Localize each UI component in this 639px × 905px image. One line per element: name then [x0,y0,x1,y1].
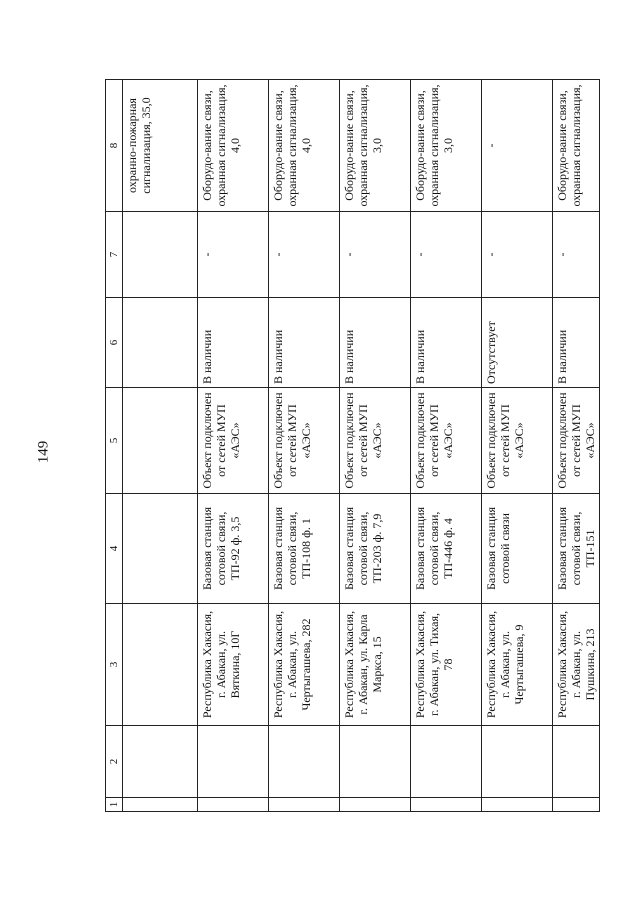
table-cell [269,726,340,798]
header-cell: 6 [106,298,123,388]
table-cell [123,604,198,726]
table-cell [553,726,600,798]
table-cell: Объект подключен от сетей МУП «АЭС» [411,388,482,494]
data-table [105,79,600,812]
table-cell: Базовая станция сотовой связи [482,494,553,604]
table-cell [123,212,198,298]
table-cell [269,798,340,812]
table-cell: В наличии [411,298,482,388]
table-cell: Объект подключен от сетей МУП «АЭС» [198,388,269,494]
table-cell: - [411,212,482,298]
header-cell: 5 [106,388,123,494]
header-cell: 7 [106,212,123,298]
table-cell [411,798,482,812]
table-cell [123,726,198,798]
table-cell: Базовая станция сотовой связи, ТП-151 [553,494,600,604]
table-cell: Республика Хакасия, г. Абакан, ул. Пушкина, 213 [553,604,600,726]
table-cell: - [553,212,600,298]
table-cell: Республика Хакасия, г. Абакан, ул. Чертыгашева, 282 [269,604,340,726]
table-cell: Объект подключен от сетей МУП «АЭС» [553,388,600,494]
table-cell: Республика Хакасия, г. Абакан, ул. Вяткина, 10Г [198,604,269,726]
table-cell: Объект подключен от сетей МУП «АЭС» [269,388,340,494]
table-row [340,80,411,812]
table-cell: В наличии [269,298,340,388]
table-cell [198,726,269,798]
table-cell: - [269,212,340,298]
table-cell: - [482,212,553,298]
header-cell: 3 [106,604,123,726]
table-cell [340,726,411,798]
table-cell [198,798,269,812]
table-row [482,80,553,812]
table-cell [123,494,198,604]
table-cell: В наличии [340,298,411,388]
table-container [105,80,597,812]
table-cell: Оборудо-вание связи, охранная сигнализация, 3,0 [411,80,482,212]
table-cell: - [482,80,553,212]
table-cell: Оборудо-вание связи, охранная сигнализация, 3,0 [340,80,411,212]
header-cell: 1 [106,798,123,812]
table-cell: Объект подключен от сетей МУП «АЭС» [340,388,411,494]
header-cell: 8 [106,80,123,212]
table-cell: - [340,212,411,298]
table-row [198,80,269,812]
header-cell: 4 [106,494,123,604]
page-number: 149 [35,440,52,464]
header-cell: 2 [106,726,123,798]
table-cell: Объект подключен от сетей МУП «АЭС» [482,388,553,494]
table-cell: Отсутствует [482,298,553,388]
table-cell [123,388,198,494]
table-cell: Оборудо-вание связи, охранная сигнализация, 4,0 [269,80,340,212]
table-cell: В наличии [553,298,600,388]
table-row [269,80,340,812]
table-cell: Базовая станция сотовой связи, ТП-203 ф. 7,9 [340,494,411,604]
table-row [553,80,600,812]
table-cell: Базовая станция сотовой связи, ТП-108 ф. 1 [269,494,340,604]
table-cell [340,798,411,812]
table-cell: Республика Хакасия, г. Абакан, ул. Чертыгашева, 9 [482,604,553,726]
table-cell [553,798,600,812]
table-cell: Республика Хакасия, г. Абакан, ул. Тихая, 78 [411,604,482,726]
header-row [106,80,123,812]
table-cell [123,298,198,388]
table-cell [482,726,553,798]
table-cell: Оборудо-вание связи, охранная сигнализация, [553,80,600,212]
table-cell: Базовая станция сотовой связи, ТП-446 ф. 4 [411,494,482,604]
table-cell [482,798,553,812]
table-cell: охранно-пожарная сигнализация, 35,0 [123,80,198,212]
table-cell: Республика Хакасия, г. Абакан, ул. Карла Маркса, 15 [340,604,411,726]
table-cell: В наличии [198,298,269,388]
table-cell [123,798,198,812]
table-cell [411,726,482,798]
table-row [123,80,198,812]
table-cell: Оборудо-вание связи, охранная сигнализация, 4,0 [198,80,269,212]
table-row [411,80,482,812]
table-cell: Базовая станция сотовой связи, ТП-92 ф. 3,5 [198,494,269,604]
table-cell: - [198,212,269,298]
